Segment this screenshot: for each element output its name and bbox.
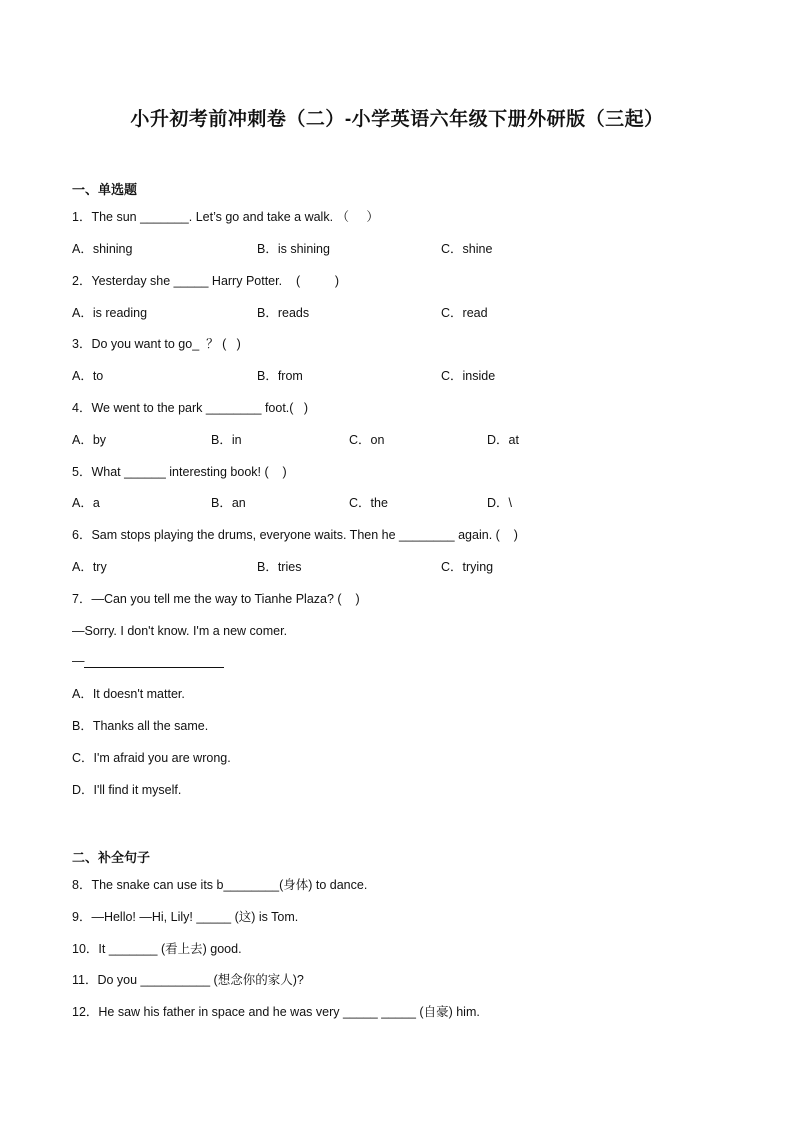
q6-option-b: B．tries [257,560,302,574]
q1-option-b: B．is shining [257,242,330,256]
q2-option-b: B．reads [257,306,310,320]
question-1: 1．The sun _______. Let’s go and take a walk. （ ） [72,210,379,224]
q1-option-c: C．shine [441,242,493,256]
q5-option-a: A．a [72,496,100,510]
question-9: 9．—Hello! —Hi, Lily! _____ (这) is Tom. [72,910,299,924]
q2-option-a: A．is reading [72,306,148,320]
question-4: 4．We went to the park ________ foot.( ) [72,401,309,415]
q4-option-b: B．in [211,433,242,447]
page-title: 小升初考前冲刺卷（二）-小学英语六年级下册外研版（三起） [130,109,664,130]
q5-option-d: D．\ [487,496,513,510]
question-12: 12．He saw his father in space and he was very _____ _____ (自豪) him. [72,1005,480,1019]
section-heading-complete-sentences: 二、补全句子 [72,850,151,865]
q7-dialogue-line: —Sorry. I don't know. I'm a new comer. [72,624,288,638]
q5-option-b: B．an [211,496,246,510]
q6-option-c: C．trying [441,560,494,574]
question-6: 6．Sam stops playing the drums, everyone waits. Then he ________ again. ( ) [72,528,518,542]
q5-option-c: C．the [349,496,388,510]
q7-option-c: C．I'm afraid you are wrong. [72,751,231,765]
question-7: 7．—Can you tell me the way to Tianhe Plaza? ( ) [72,592,360,606]
q7-option-d: D．I'll find it myself. [72,783,182,797]
q6-option-a: A．try [72,560,107,574]
question-3: 3．Do you want to go_ ？ ( ) [72,337,241,351]
q7-answer-blank [84,667,224,668]
q7-option-b: B．Thanks all the same. [72,719,209,733]
section-heading-single-choice: 一、单选题 [72,182,138,197]
q4-option-c: C．on [349,433,385,447]
q1-option-a: A．shining [72,242,133,256]
question-2: 2．Yesterday she _____ Harry Potter. ( ) [72,274,340,288]
q3-option-b: B．from [257,369,303,383]
q7-dash: — [72,654,85,668]
question-11: 11．Do you __________ (想念你的家人)? [72,973,304,987]
q4-option-a: A．by [72,433,107,447]
question-8: 8．The snake can use its b________(身体) to dance. [72,878,368,892]
question-5: 5．What ______ interesting book! ( ) [72,465,287,479]
q4-option-d: D．at [487,433,519,447]
q7-option-a: A．It doesn't matter. [72,687,185,701]
q2-option-c: C．read [441,306,488,320]
q3-option-c: C．inside [441,369,496,383]
q3-option-a: A．to [72,369,104,383]
question-10: 10．It _______ (看上去) good. [72,942,242,956]
